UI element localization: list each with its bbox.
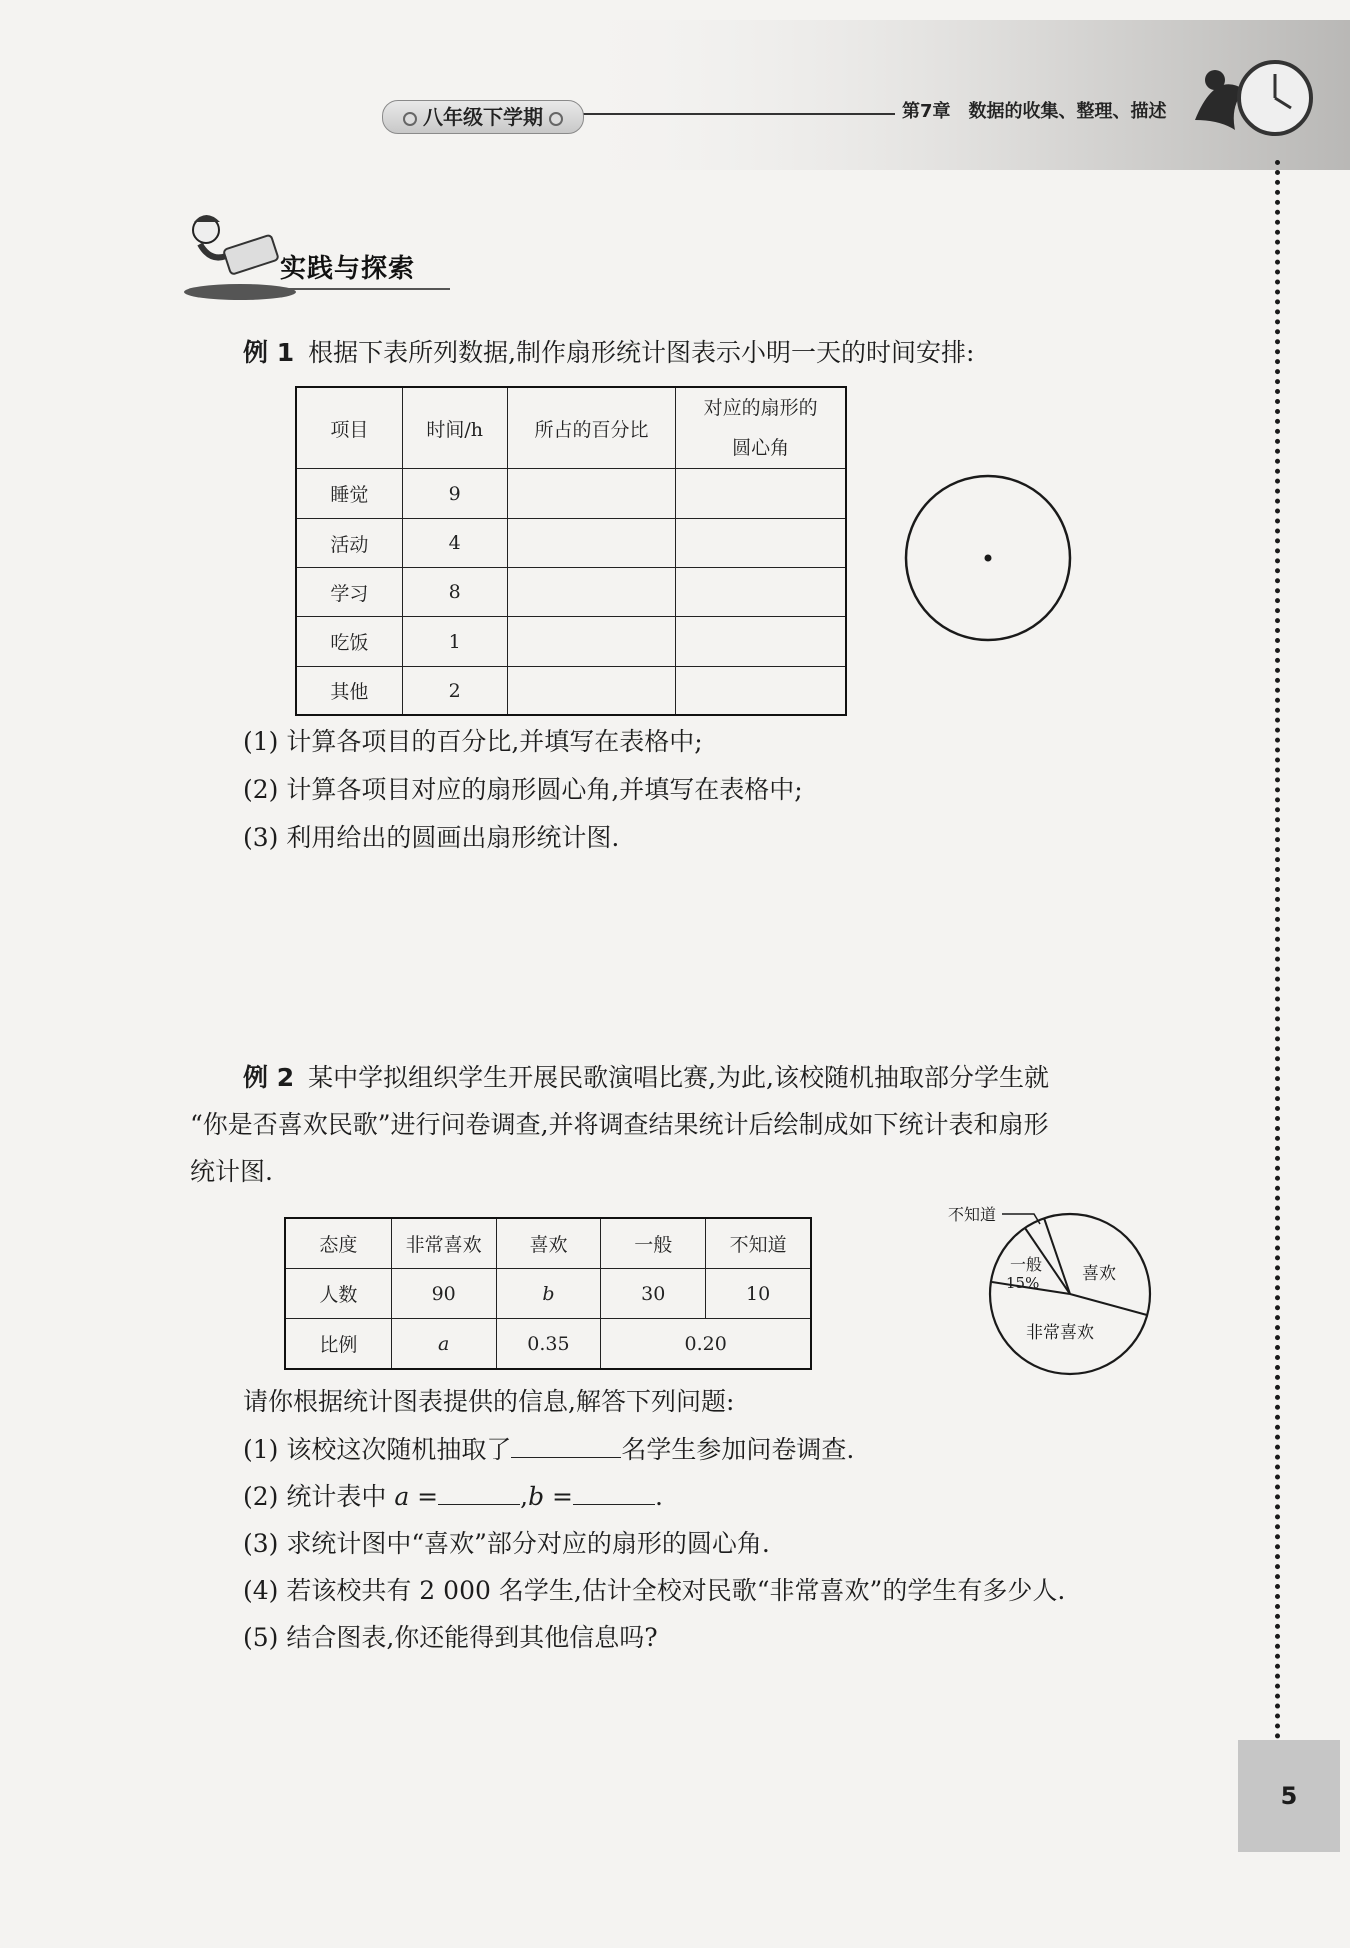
ratio-cell: 0.35	[496, 1319, 601, 1369]
example2-line: 统计图.	[190, 1157, 273, 1186]
angle-cell[interactable]	[676, 568, 846, 617]
section-underline	[270, 288, 450, 290]
badge-dot-icon	[549, 112, 563, 126]
header-cell: 所占的百分比	[507, 388, 676, 469]
circle-center-dot	[985, 555, 992, 562]
attitude-pie-chart	[940, 1200, 1170, 1380]
table-row	[286, 1269, 811, 1319]
example1-text: 根据下表所列数据,制作扇形统计图表示小明一天的时间安排:	[308, 338, 975, 367]
table-row	[286, 1319, 811, 1369]
answer-blank-b[interactable]	[573, 1482, 655, 1505]
example1-question-2: (2) 计算各项目对应的扇形圆心角,并填写在表格中;	[243, 775, 803, 804]
table-row	[297, 617, 846, 667]
item-cell: 学习	[297, 568, 403, 617]
angle-cell[interactable]	[676, 617, 846, 667]
pie-label-general-pct: 15%	[1006, 1274, 1040, 1292]
survey-table	[285, 1218, 811, 1369]
percent-cell[interactable]	[507, 519, 676, 568]
header-rule	[575, 113, 895, 115]
q2-var-a: a	[394, 1482, 410, 1511]
header-cell: 项目	[297, 388, 403, 469]
example2-intro: 请你根据统计图表提供的信息,解答下列问题:	[243, 1387, 735, 1416]
header-line: 对应的扇形的	[703, 397, 818, 419]
q2-comma: ,	[520, 1482, 529, 1511]
header-cell: 态度	[286, 1219, 392, 1269]
section-title: 实践与探索	[280, 254, 416, 284]
example1-question-3: (3) 利用给出的圆画出扇形统计图.	[243, 823, 620, 852]
chapter-title: 数据的收集、整理、描述	[968, 101, 1167, 122]
pie-label-very-like: 非常喜欢	[1026, 1323, 1094, 1343]
q2-end: .	[655, 1482, 663, 1511]
q2-text-a: (2) 统计表中	[243, 1482, 387, 1511]
count-cell: b	[496, 1269, 601, 1319]
example2-question-4: (4) 若该校共有 2 000 名学生,估计全校对民歌“非常喜欢”的学生有多少人.	[243, 1576, 1066, 1605]
hours-cell: 4	[402, 519, 507, 568]
page-number: 5	[1238, 1740, 1340, 1852]
percent-cell[interactable]	[507, 617, 676, 667]
table-row	[297, 469, 846, 519]
grade-badge	[382, 100, 584, 134]
example2-question-2	[243, 1482, 663, 1512]
example2-question-1	[243, 1435, 854, 1465]
header-line: 圆心角	[732, 437, 790, 459]
example2-text: 某中学拟组织学生开展民歌演唱比赛,为此,该校随机抽取部分学生就	[308, 1063, 1050, 1092]
angle-cell[interactable]	[676, 667, 846, 715]
example1-label: 例 1	[243, 338, 295, 367]
example2-prompt	[190, 1054, 1210, 1195]
pie-label-general: 一般	[1010, 1255, 1043, 1274]
table-row	[297, 519, 846, 568]
q1-text-b: 名学生参加问卷调查.	[621, 1435, 855, 1464]
example2-question-5: (5) 结合图表,你还能得到其他信息吗?	[243, 1623, 658, 1652]
percent-cell[interactable]	[507, 667, 676, 715]
header-cell: 不知道	[706, 1219, 811, 1269]
hours-cell: 2	[402, 667, 507, 715]
q2-var-b: b	[528, 1482, 545, 1511]
hours-cell: 8	[402, 568, 507, 617]
table-header-row	[286, 1219, 811, 1269]
table-row	[297, 667, 846, 715]
example2-question-3: (3) 求统计图中“喜欢”部分对应的扇形的圆心角.	[243, 1529, 770, 1558]
hours-cell: 9	[402, 469, 507, 519]
q1-text-a: (1) 该校这次随机抽取了	[243, 1435, 512, 1464]
row-label-cell: 比例	[286, 1319, 392, 1369]
grade-label: 八年级下学期	[423, 105, 543, 129]
example1-prompt	[243, 338, 974, 368]
example2-line	[190, 1054, 1210, 1101]
pie-label-like: 喜欢	[1082, 1264, 1116, 1284]
pie-label-unknown: 不知道	[948, 1205, 997, 1224]
item-cell: 睡觉	[297, 469, 403, 519]
answer-blank-students[interactable]	[511, 1435, 621, 1458]
pie-divider	[1070, 1294, 1147, 1315]
example2-line: “你是否喜欢民歌”进行问卷调查,并将调查结果统计后绘制成如下统计表和扇形	[190, 1110, 1049, 1139]
percent-cell[interactable]	[507, 568, 676, 617]
angle-cell[interactable]	[676, 469, 846, 519]
count-cell: 10	[706, 1269, 811, 1319]
clock-runner-icon	[1175, 50, 1325, 150]
blank-circle	[900, 470, 1076, 646]
time-table	[296, 387, 846, 715]
ratio-cell: 0.20	[601, 1319, 811, 1369]
count-cell: 30	[601, 1269, 706, 1319]
header-cell: 时间/h	[402, 388, 507, 469]
q2-eq: =	[544, 1482, 574, 1511]
table-header-row	[297, 388, 846, 469]
count-cell: 90	[391, 1269, 496, 1319]
example2-label: 例 2	[243, 1063, 295, 1092]
item-cell: 吃饭	[297, 617, 403, 667]
pie-divider	[1044, 1218, 1070, 1294]
table-row	[297, 568, 846, 617]
answer-blank-a[interactable]	[438, 1482, 520, 1505]
item-cell: 活动	[297, 519, 403, 568]
example1-question-1: (1) 计算各项目的百分比,并填写在表格中;	[243, 727, 703, 756]
chapter-number: 第7章	[902, 101, 951, 122]
q2-eq: =	[409, 1482, 439, 1511]
hours-cell: 1	[402, 617, 507, 667]
item-cell: 其他	[297, 667, 403, 715]
row-label-cell: 人数	[286, 1269, 392, 1319]
ratio-cell: a	[391, 1319, 496, 1369]
header-cell: 一般	[601, 1219, 706, 1269]
angle-cell[interactable]	[676, 519, 846, 568]
badge-dot-icon	[403, 112, 417, 126]
chapter-header	[902, 98, 1167, 126]
margin-dotted-line	[1275, 160, 1280, 1740]
percent-cell[interactable]	[507, 469, 676, 519]
header-cell: 非常喜欢	[391, 1219, 496, 1269]
header-cell	[676, 388, 846, 469]
header-cell: 喜欢	[496, 1219, 601, 1269]
